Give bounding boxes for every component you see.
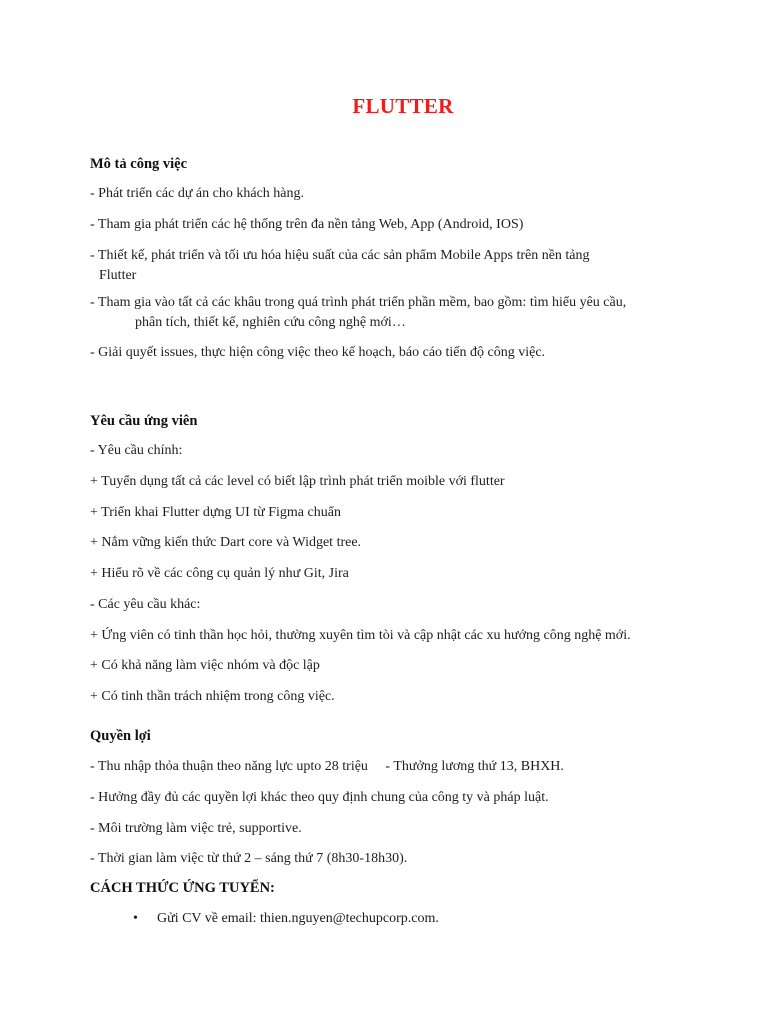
- job-description-item: - Tham gia phát triển các hệ thống trên đa nền tảng Web, App (Android, IOS): [90, 217, 524, 232]
- requirement-item: - Yêu cầu chính:: [90, 443, 183, 458]
- job-description-item: - Phát triển các dự án cho khách hàng.: [90, 186, 305, 201]
- apply-item-text: Gửi CV về email: thien.nguyen@techupcorp.com.: [157, 911, 439, 926]
- requirement-item: + Tuyển dụng tất cả các level có biết lập trình phát triển moible với flutter: [90, 474, 505, 489]
- apply-item: [133, 911, 439, 927]
- job-description-heading: Mô tả công việc: [90, 156, 188, 172]
- job-description-item: [90, 246, 680, 286]
- benefit-item: - Thu nhập thỏa thuận theo năng lực upto 28 triệu - Thưởng lương thứ 13, BHXH.: [90, 759, 564, 774]
- benefit-item: - Thời gian làm việc từ thứ 2 – sáng thứ 7 (8h30-18h30).: [90, 851, 408, 866]
- job-description-item: - Giải quyết issues, thực hiện công việc theo kế hoạch, báo cáo tiến độ công việc.: [90, 345, 546, 360]
- requirement-item: + Hiểu rõ về các công cụ quản lý như Git, Jira: [90, 566, 349, 581]
- page-title: FLUTTER: [352, 94, 454, 118]
- job-description-item: [90, 293, 680, 333]
- bullet-icon: •: [133, 911, 138, 926]
- requirement-item: + Nắm vững kiến thức Dart core và Widget tree.: [90, 535, 362, 550]
- benefit-item: - Hưởng đầy đủ các quyền lợi khác theo quy định chung của công ty và pháp luật.: [90, 790, 549, 805]
- job-description-item-continuation: Flutter: [99, 268, 137, 283]
- requirement-item: + Triển khai Flutter dựng UI từ Figma chuẩn: [90, 505, 341, 520]
- job-description-item-line: - Tham gia vào tất cả các khâu trong quá trình phát triển phần mềm, bao gồm: tìm hiểu yêu cầu,: [90, 295, 627, 310]
- job-description-item-line: - Thiết kế, phát triển và tối ưu hóa hiệu suất của các sản phẩm Mobile Apps trên nền tảng: [90, 248, 590, 263]
- requirement-item: - Các yêu cầu khác:: [90, 597, 201, 612]
- requirements-heading: Yêu cầu ứng viên: [90, 413, 198, 429]
- requirement-item: + Có khả năng làm việc nhóm và độc lập: [90, 658, 320, 673]
- apply-heading: CÁCH THỨC ỨNG TUYỂN:: [90, 880, 275, 896]
- benefits-heading: Quyền lợi: [90, 728, 151, 744]
- benefit-item: - Môi trường làm việc trẻ, supportive.: [90, 821, 302, 836]
- requirement-item: + Ứng viên có tinh thần học hỏi, thường xuyên tìm tòi và cập nhật các xu hướng công nghệ mới.: [90, 628, 631, 643]
- job-description-item-continuation: phân tích, thiết kế, nghiên cứu công nghệ mới…: [135, 315, 406, 330]
- requirement-item: + Có tinh thần trách nhiệm trong công việc.: [90, 689, 335, 704]
